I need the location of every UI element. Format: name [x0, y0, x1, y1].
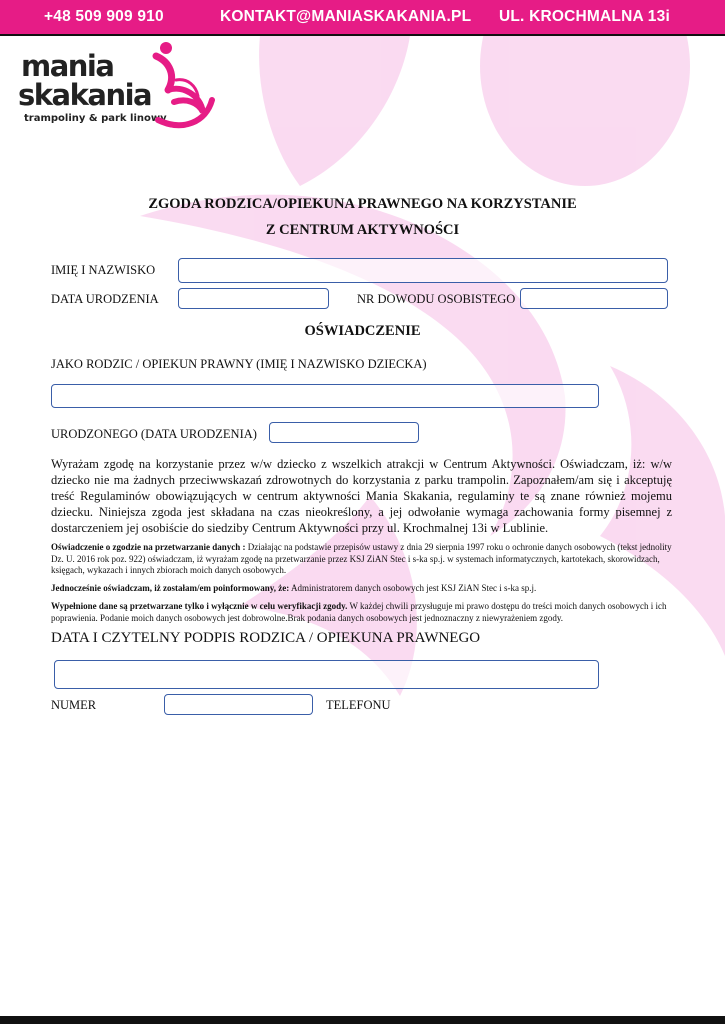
signature-field[interactable]: [54, 660, 599, 689]
mania-skakania-logo: [18, 40, 218, 130]
id-number-field[interactable]: [520, 288, 668, 309]
statement-heading: OŚWIADCZENIE: [304, 323, 421, 339]
phone-label-part-2: TELEFONU: [326, 698, 391, 712]
gdpr-administrator-clause: [51, 583, 676, 595]
form-title-line-2: Z CENTRUM AKTYWNOŚCI: [265, 222, 460, 238]
birth-date-label: DATA URODZENIA: [51, 292, 159, 306]
phone-number: +48 509 909 910: [44, 8, 164, 25]
footer-bar: [0, 1016, 725, 1024]
child-birth-field[interactable]: [269, 422, 419, 443]
logo-tagline: trampoliny & park linowy: [24, 113, 167, 124]
consent-paragraph: Wyrażam zgodę na korzystanie przez w/w dziecko z wszelkich atrakcji w Centrum Aktywności. Oświadczam, iż: w/w dziecko nie ma żadnych przeciwwskazań zdrowotnych do korzystania z parku trampolin. Zapoznałem/am się i akceptuję treść Regulaminów obowiązujących w centrum aktywności Mania Skakania, regulaminy te są znane również mojemu dziecku. Niniejsza zgoda jest składana na czas nieokreślony, a jej odwołanie wymaga zachowania formy pisemnej z dostarczeniem jej osobiście do siedziby Centrum Aktywności przy ul. Krochmalnej 13i w Lublinie.: [51, 457, 672, 535]
child-birth-label: URODZONEGO (DATA URODZENIA): [51, 427, 257, 441]
gdpr-consent-clause: [51, 542, 676, 577]
name-field[interactable]: [178, 258, 668, 283]
phone-label-part-1: NUMER: [51, 698, 97, 712]
gdpr-consent-heading: Oświadczenie o zgodzie na przetwarzanie danych :: [51, 542, 246, 552]
child-name-field[interactable]: [51, 384, 599, 408]
gdpr-purpose-heading: Wypełnione dane są przetwarzane tylko i wyłącznie w celu weryfikacji zgody.: [51, 601, 348, 611]
jumping-figure-icon: [128, 40, 223, 135]
contact-bar: [0, 0, 725, 34]
logo-line-mania: mania: [21, 49, 114, 83]
street-address: UL. KROCHMALNA 13i: [499, 8, 670, 25]
gdpr-purpose-text: W każdej chwili przysługuje mi prawo dostępu do treści moich danych osobowych i ich poprawienia. Podanie moich danych osobowych jest dobrowolne.Brak podania danych osobowych jest jednoznaczny z niewyrażeniem zgody.: [51, 601, 667, 623]
email-address: KONTAKT@MANIASKAKANIA.PL: [220, 8, 472, 25]
birth-date-field[interactable]: [178, 288, 329, 309]
gdpr-administrator-text: Administratorem danych osobowych jest KSJ ZiAN Stec i s-ka sp.j.: [289, 583, 537, 593]
gdpr-administrator-heading: Jednocześnie oświadczam, iż zostałam/em poinformowany, że:: [51, 583, 290, 593]
guardian-label: JAKO RODZIC / OPIEKUN PRAWNY (IMIĘ I NAZWISKO DZIECKA): [51, 357, 427, 371]
id-number-label: NR DOWODU OSOBISTEGO: [357, 292, 516, 306]
logo-line-skakania: skakania: [18, 78, 152, 112]
gdpr-consent-text: Działając na podstawie przepisów ustawy z dnia 29 sierpnia 1997 roku o ochronie danych osobowych (tekst jednolity Dz. U. 2016 rok poz. 922) oświadczam, iż wyrażam zgodę na przetwarzanie przez KSJ ZiAN Stec i s-ka sp.j. w systemach informatycznych, kartotekach, skorowidzach, księgach, wykazach i innych zbiorach moich danych osobowych.: [51, 542, 672, 575]
phone-field[interactable]: [164, 694, 313, 715]
name-label: IMIĘ I NAZWISKO: [51, 263, 156, 277]
signature-label: DATA I CZYTELNY PODPIS RODZICA / OPIEKUNA PRAWNEGO: [51, 630, 481, 646]
form-title-line-1: ZGODA RODZICA/OPIEKUNA PRAWNEGO NA KORZYSTANIE: [148, 196, 577, 212]
gdpr-purpose-clause: [51, 601, 676, 624]
